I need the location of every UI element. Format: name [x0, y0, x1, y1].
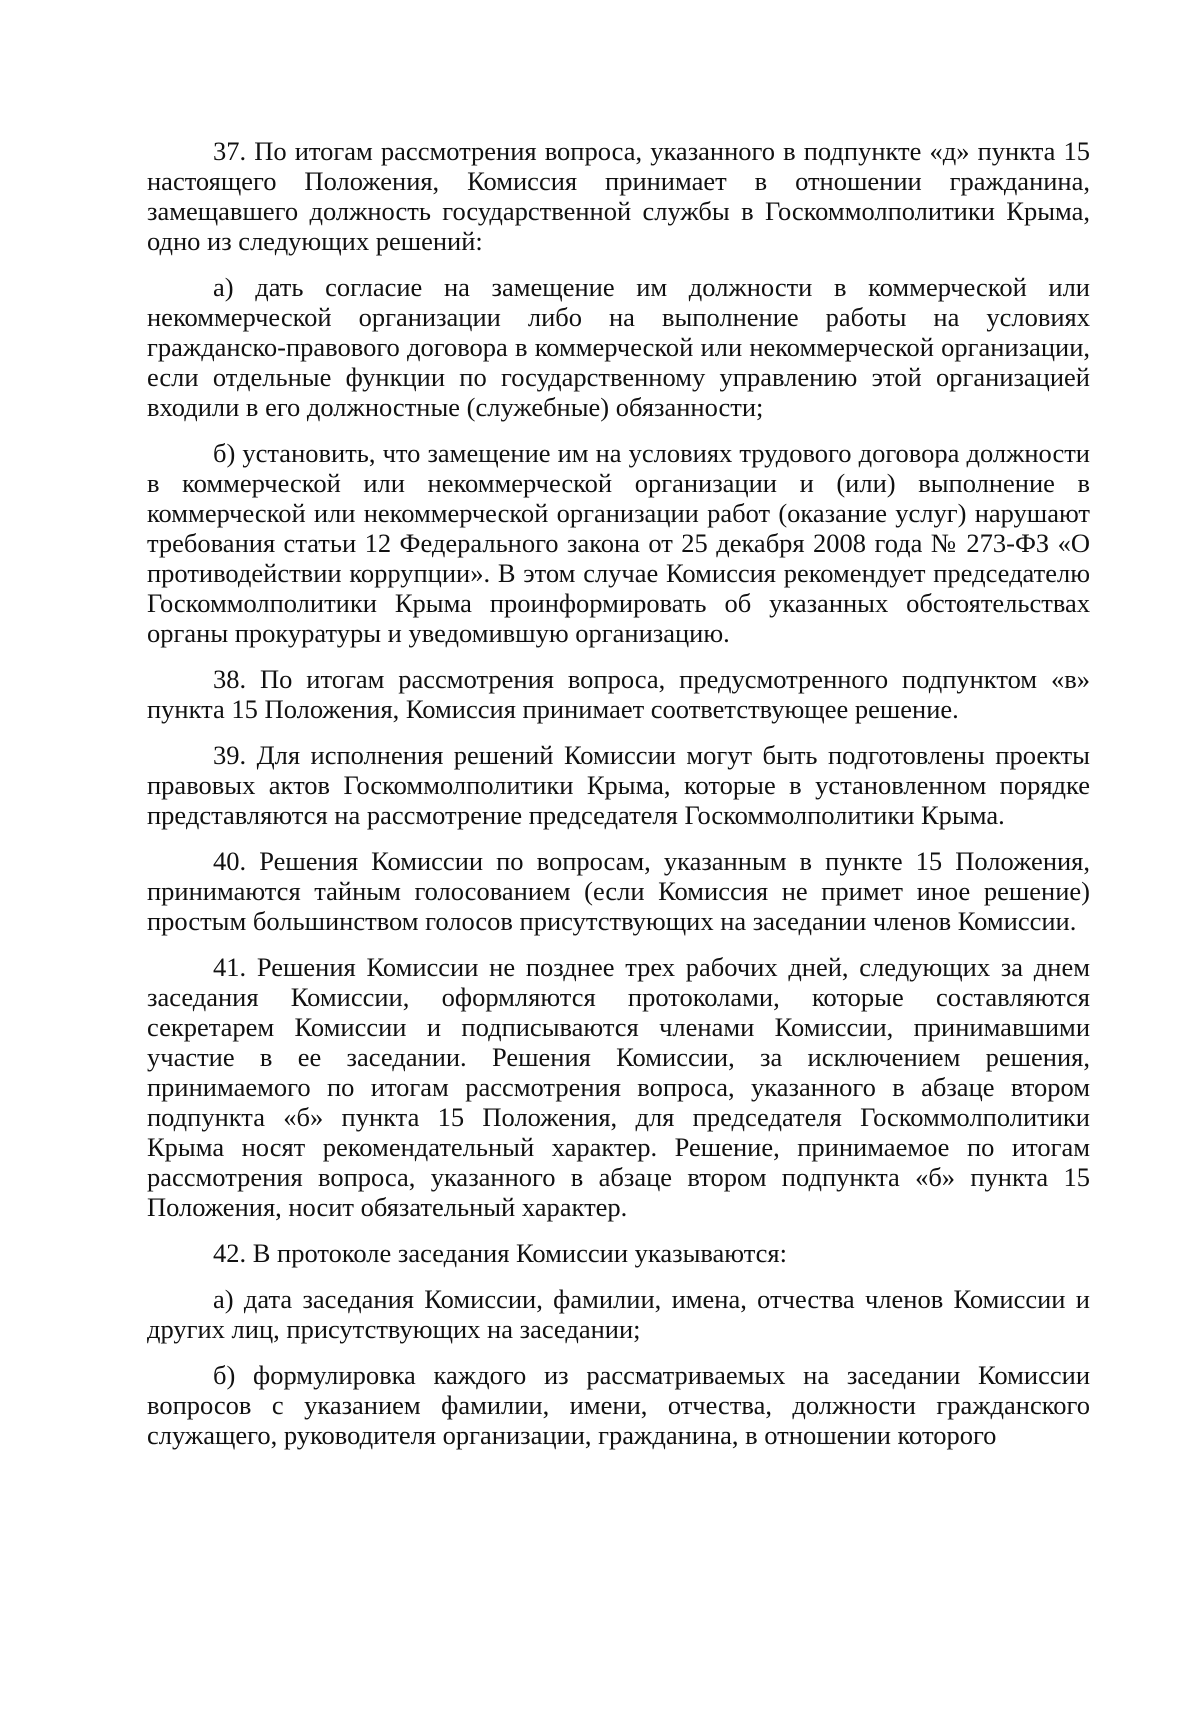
- paragraph-39: 39. Для исполнения решений Комиссии могут быть подготовлены проекты правовых актов Госкоммолполитики Крыма, которые в установленном порядке представляются на рассмотрение председателя Госкоммолполитики Крыма.: [147, 740, 1090, 830]
- paragraph-37-a: а) дать согласие на замещение им должности в коммерческой или некоммерческой организации либо на выполнение работы на условиях гражданско-правового договора в коммерческой или некоммерческой организации, если отдельные функции по государственному управлению этой организацией входили в его должностные (служебные) обязанности;: [147, 272, 1090, 422]
- paragraph-41: 41. Решения Комиссии не позднее трех рабочих дней, следующих за днем заседания Комиссии, оформляются протоколами, которые составляются секретарем Комиссии и подписываются членами Комиссии, принимавшими участие в ее заседании. Решения Комиссии, за исключением решения, принимаемого по итогам рассмотрения вопроса, указанного в абзаце втором подпункта «б» пункта 15 Положения, для председателя Госкоммолполитики Крыма носят рекомендательный характер. Решение, принимаемое по итогам рассмотрения вопроса, указанного в абзаце втором подпункта «б» пункта 15 Положения, носит обязательный характер.: [147, 952, 1090, 1222]
- document-body: [147, 136, 1090, 1466]
- paragraph-38: 38. По итогам рассмотрения вопроса, предусмотренного подпунктом «в» пункта 15 Положения, Комиссия принимает соответствующее решение.: [147, 664, 1090, 724]
- paragraph-42-b: б) формулировка каждого из рассматриваемых на заседании Комиссии вопросов с указанием фамилии, имени, отчества, должности гражданского служащего, руководителя организации, гражданина, в отношении которого: [147, 1360, 1090, 1450]
- paragraph-42: 42. В протоколе заседания Комиссии указываются:: [213, 1238, 787, 1268]
- paragraph-42-a: а) дата заседания Комиссии, фамилии, имена, отчества членов Комиссии и других лиц, присутствующих на заседании;: [147, 1284, 1090, 1344]
- paragraph-37: 37. По итогам рассмотрения вопроса, указанного в подпункте «д» пункта 15 настоящего Положения, Комиссия принимает в отношении гражданина, замещавшего должность государственной службы в Госкоммолполитики Крыма, одно из следующих решений:: [147, 136, 1090, 256]
- paragraph-37-b: б) установить, что замещение им на условиях трудового договора должности в коммерческой или некоммерческой организации и (или) выполнение в коммерческой или некоммерческой организации работ (оказание услуг) нарушают требования статьи 12 Федерального закона от 25 декабря 2008 года № 273-ФЗ «О противодействии коррупции». В этом случае Комиссия рекомендует председателю Госкоммолполитики Крыма проинформировать об указанных обстоятельствах органы прокуратуры и уведомившую организацию.: [147, 438, 1090, 648]
- paragraph-40: 40. Решения Комиссии по вопросам, указанным в пункте 15 Положения, принимаются тайным голосованием (если Комиссия не примет иное решение) простым большинством голосов присутствующих на заседании членов Комиссии.: [147, 846, 1090, 936]
